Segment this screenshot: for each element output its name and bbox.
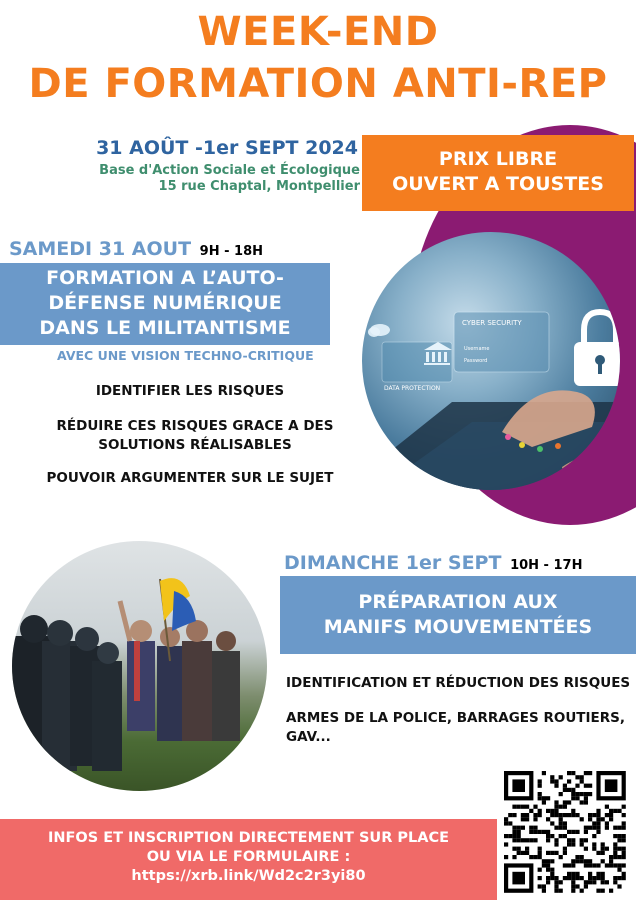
saturday-point-line: RÉDUIRE CES RISQUES GRACE A DES xyxy=(56,418,334,434)
sunday-point: IDENTIFICATION ET RÉDUCTION DES RISQUES xyxy=(286,675,631,691)
saturday-hours: 9H - 18H xyxy=(199,244,263,259)
data-protection-label: DATA PROTECTION xyxy=(384,385,441,392)
sunday-point-line: ARMES DE LA POLICE, BARRAGES ROUTIERS, xyxy=(286,710,625,726)
sunday-topic-line: MANIFS MOUVEMENTÉES xyxy=(323,616,593,638)
padlock-icon xyxy=(574,312,620,386)
saturday-topic-box xyxy=(0,263,330,345)
sunday-topic-line: PRÉPARATION AUX xyxy=(358,591,558,613)
title-line-2: DE FORMATION ANTI-REP xyxy=(28,61,608,107)
password-label: Password xyxy=(464,358,488,364)
saturday-heading xyxy=(9,238,263,260)
cyber-security-label: CYBER SECURITY xyxy=(462,319,522,327)
qr-code[interactable] xyxy=(501,769,631,896)
sunday-hours: 10H - 17H xyxy=(510,558,583,573)
saturday-subtitle: AVEC UNE VISION TECHNO-CRITIQUE xyxy=(57,348,314,363)
saturday-topic-line: FORMATION A L’AUTO- xyxy=(46,267,284,289)
saturday-topic-line: DÉFENSE NUMÉRIQUE xyxy=(48,292,282,314)
footer-line: OU VIA LE FORMULAIRE : xyxy=(146,849,351,865)
event-dates: 31 AOÛT -1er SEPT 2024 xyxy=(96,137,358,159)
qr-code-graphic xyxy=(501,769,631,896)
username-label: Username xyxy=(464,346,490,352)
registration-link[interactable]: https://xrb.link/Wd2c2r3yi80 xyxy=(131,868,366,884)
saturday-date: SAMEDI 31 AOUT xyxy=(9,238,192,260)
info-footer xyxy=(0,819,497,900)
sunday-point xyxy=(286,709,631,747)
saturday-topic-line: DANS LE MILITANTISME xyxy=(39,317,291,339)
sunday-topic-box xyxy=(280,576,636,654)
saturday-point: POUVOIR ARGUMENTER SUR LE SUJET xyxy=(46,470,334,486)
title-line-1: WEEK-END xyxy=(197,9,439,55)
audience-label: OUVERT A TOUSTES xyxy=(392,173,604,195)
venue-name: Base d'Action Sociale et Écologique xyxy=(99,163,360,178)
saturday-point-line: SOLUTIONS RÉALISABLES xyxy=(98,437,292,453)
protest-illustration xyxy=(12,541,267,791)
event-venue xyxy=(99,163,360,195)
protest-photo xyxy=(12,541,267,791)
saturday-point: IDENTIFIER LES RISQUES xyxy=(95,383,285,399)
cyber-illustration xyxy=(362,232,620,490)
venue-address: 15 rue Chaptal, Montpellier xyxy=(158,179,360,194)
police-figures xyxy=(12,615,122,776)
cloud-icon xyxy=(368,324,390,337)
price-badge xyxy=(362,135,634,211)
sunday-point-line: GAV... xyxy=(286,729,331,745)
cyber-security-photo xyxy=(362,232,620,490)
sunday-heading xyxy=(284,552,582,574)
footer-line: INFOS ET INSCRIPTION DIRECTEMENT SUR PLACE xyxy=(47,830,450,846)
saturday-point xyxy=(40,417,350,455)
price-label: PRIX LIBRE xyxy=(438,148,558,170)
sunday-date: DIMANCHE 1er SEPT xyxy=(284,552,502,574)
